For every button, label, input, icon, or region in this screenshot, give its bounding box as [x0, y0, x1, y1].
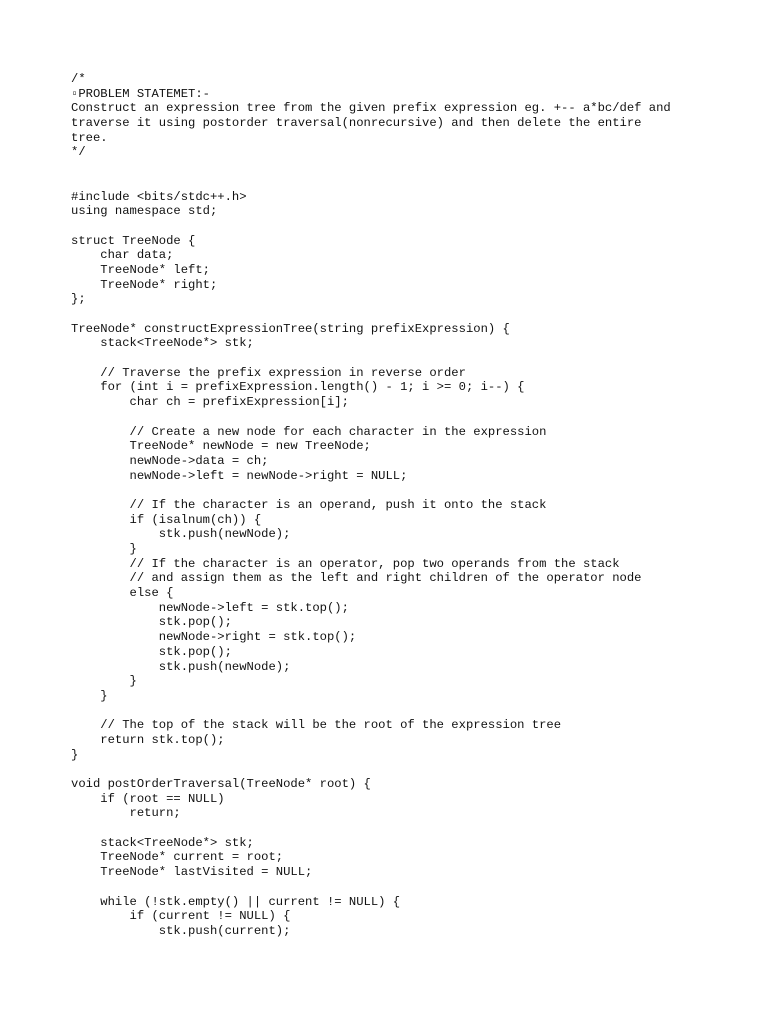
code-line: [71, 307, 671, 322]
code-line: [71, 175, 671, 190]
code-line: TreeNode* newNode = new TreeNode;: [71, 439, 371, 454]
code-line: struct TreeNode {: [71, 233, 196, 248]
code-line: */: [71, 145, 86, 160]
code-line: [71, 704, 671, 719]
code-line: while (!stk.empty() || current != NULL) {: [71, 894, 401, 909]
code-line: [71, 762, 671, 777]
code-line: newNode->right = stk.top();: [71, 630, 357, 645]
code-line: }: [71, 688, 108, 703]
code-line: stk.push(current);: [71, 923, 291, 938]
code-line: stk.pop();: [71, 615, 232, 630]
code-line: using namespace std;: [71, 204, 218, 219]
code-line: [71, 821, 671, 836]
code-line: TreeNode* left;: [71, 262, 210, 277]
code-line: stk.push(newNode);: [71, 527, 291, 542]
code-line: }: [71, 674, 137, 689]
code-line: [71, 410, 671, 425]
code-line: };: [71, 292, 86, 307]
code-line: // and assign them as the left and right children of the operator node: [71, 571, 642, 586]
code-line: [71, 160, 671, 175]
code-line: if (isalnum(ch)) {: [71, 512, 262, 527]
code-line: [71, 219, 671, 234]
code-line: return stk.top();: [71, 732, 225, 747]
code-line: TreeNode* right;: [71, 277, 218, 292]
code-line: // Create a new node for each character in the expression: [71, 424, 547, 439]
code-line: // The top of the stack will be the root of the expression tree: [71, 718, 562, 733]
code-line: // Traverse the prefix expression in reverse order: [71, 365, 466, 380]
code-line: newNode->left = newNode->right = NULL;: [71, 468, 408, 483]
code-line: // If the character is an operator, pop two operands from the stack: [71, 556, 620, 571]
code-line: traverse it using postorder traversal(nonrecursive) and then delete the entire: [71, 116, 642, 131]
code-line: char data;: [71, 248, 174, 263]
code-line: if (current != NULL) {: [71, 909, 291, 924]
code-line: stk.pop();: [71, 644, 232, 659]
code-listing: [71, 72, 671, 939]
code-line: TreeNode* lastVisited = NULL;: [71, 865, 313, 880]
code-line: stack<TreeNode*> stk;: [71, 336, 254, 351]
code-line: char ch = prefixExpression[i];: [71, 395, 349, 410]
code-line: ▫PROBLEM STATEMET:-: [71, 86, 210, 101]
code-line: stack<TreeNode*> stk;: [71, 835, 254, 850]
code-line: #include <bits/stdc++.h>: [71, 189, 247, 204]
code-line: void postOrderTraversal(TreeNode* root) {: [71, 777, 371, 791]
code-line: TreeNode* constructExpressionTree(string prefixExpression) {: [71, 321, 510, 336]
code-line: [71, 880, 671, 895]
code-line: newNode->data = ch;: [71, 453, 269, 468]
code-line: [71, 483, 671, 498]
code-line: if (root == NULL): [71, 791, 225, 806]
code-line: for (int i = prefixExpression.length() - 1; i >= 0; i--) {: [71, 380, 525, 395]
code-line: Construct an expression tree from the given prefix expression eg. +-- a*bc/def and: [71, 101, 671, 116]
code-line: tree.: [71, 130, 108, 145]
code-line: [71, 351, 671, 366]
code-line: else {: [71, 586, 174, 601]
code-line: /*: [71, 72, 86, 86]
code-line: newNode->left = stk.top();: [71, 600, 349, 615]
code-line: return;: [71, 806, 181, 821]
code-line: stk.push(newNode);: [71, 659, 291, 674]
code-line: }: [71, 747, 79, 762]
code-line: }: [71, 542, 137, 556]
code-line: TreeNode* current = root;: [71, 850, 284, 865]
code-line: // If the character is an operand, push it onto the stack: [71, 497, 547, 512]
